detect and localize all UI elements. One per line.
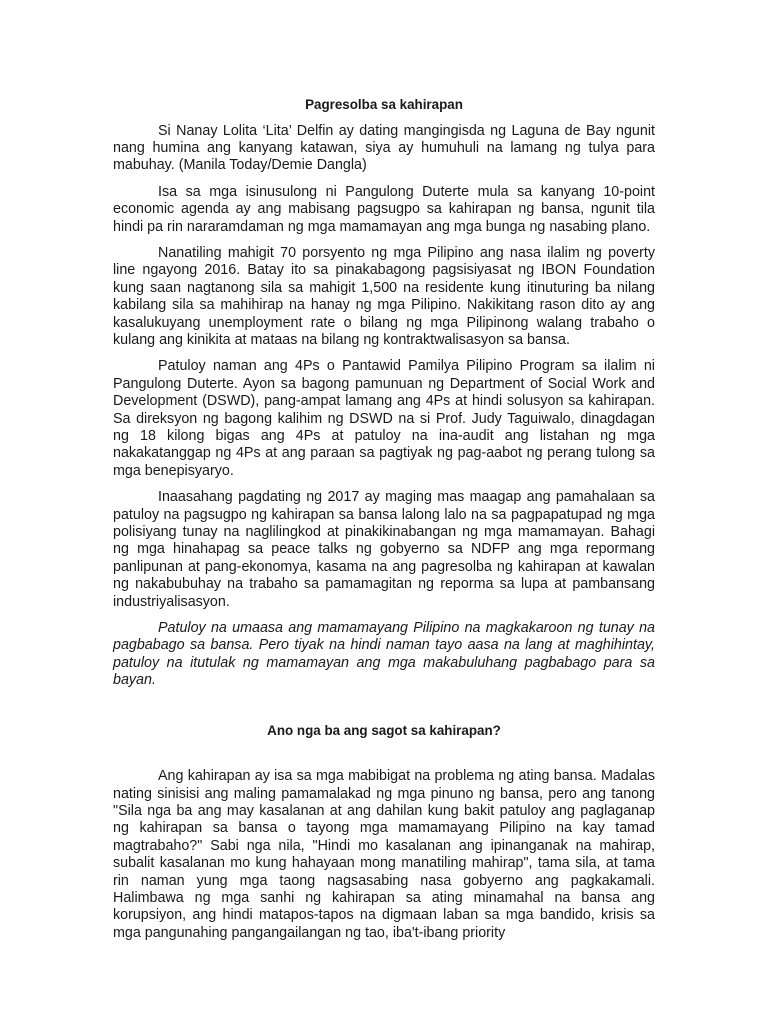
paragraph-1: Si Nanay Lolita ‘Lita’ Delfin ay dating mangingisda ng Laguna de Bay ngunit nang humina ang kanyang katawan, siya ay humuhuli na lamang ng tulya para mabuhay. (Manila Today/Demie Dangla)	[113, 122, 655, 174]
section-title-pagresolba: Pagresolba sa kahirapan	[305, 97, 463, 112]
paragraph-3: Nanatiling mahigit 70 porsyento ng mga Pilipino ang nasa ilalim ng poverty line ngayong 2016. Batay ito sa pinakabagong pagsisiyasat ng IBON Foundation kung saan nagtanong sila sa mahigit 1,500 na residente kung itinuturing ba nilang kabilang sila sa mahihirap na hanay ng mga Pilipino. Nakikitang rason dito ay ang kasalukuyang unemployment rate o bilang ng mga Pilipinong walang trabaho o kulang ang kinikita at mataas na bilang ng kontraktwalisasyon sa bansa.	[113, 244, 655, 348]
paragraph-section2: Ang kahirapan ay isa sa mga mabibigat na problema ng ating bansa. Madalas nating sinisisi ang maling pamamalakad ng mga pinuno ng bansa, pero ang tanong "Sila nga ba ang may kasalanan at ang dahilan kung bakit patuloy ang paglaganap ng kahirapan sa bansa o tayong mga mamamayang Pilipino na kay tamad magtrabaho?" Sabi nga nila, "Hindi mo kasalanan ang ipinanganak na mahirap, subalit kasalanan mo kung hahayaan mong manatiling mahirap", tama sila, at tama rin naman yung mga taong nagsasabing nasa gobyerno ang pagkakamali. Halimbawa ng mga sanhi ng kahirapan sa ating minamahal na bansa ang korupsiyon, ang hindi matapos-tapos na digmaan laban sa mga bandido, krisis sa mga pangunahing pangangailangan ng tao, iba't-ibang priority	[113, 768, 655, 941]
paragraph-5: Inaasahang pagdating ng 2017 ay maging mas maagap ang pamahalaan sa patuloy na pagsugpo ng kahirapan sa bansa lalong lalo na sa pagpapatupad ng mga polisiyang tunay na naglilingkod at pinakikinabangan ng mga mamamayan. Bahagi ng mga hinahapag sa peace talks ng gobyerno sa NDFP ang mga repormang panlipunan at pang-ekonomya, kasama na ang pagresolba ng kahirapan at kawalan ng nakabubuhay na trabaho sa pamamagitan ng reporma sa lupa at pambansang industriyalisasyon.	[113, 489, 655, 610]
paragraph-4: Patuloy naman ang 4Ps o Pantawid Pamilya Pilipino Program sa ilalim ni Pangulong Duterte. Ayon sa bagong pamunuan ng Department of Social Work and Development (DSWD), pang-ampat lamang ang 4Ps at hindi solusyon sa kahirapan. Sa direksyon ng bagong kalihim ng DSWD na si Prof. Judy Taguiwalo, dinagdagan ng 18 kilong bigas ang 4Ps at patuloy na ina-audit ang listahan ng mga nakakatanggap ng 4Ps at ang paraan sa pagtiyak ng pag-aabot ng perang tulong sa mga benepisyaryo.	[113, 358, 655, 479]
italic-paragraph: Patuloy na umaasa ang mamamayang Pilipino na magkakaroon ng tunay na pagbabago sa bansa. Pero tiyak na hindi naman tayo aasa na lang at maghihintay, patuloy na itutulak ng mamamayan ang mga makabuluhang pagbabago para sa bayan.	[113, 620, 655, 689]
document-page	[113, 96, 655, 951]
section-title-ano-nga-ba: Ano nga ba ang sagot sa kahirapan?	[267, 722, 501, 738]
paragraph-2: Isa sa mga isinusulong ni Pangulong Duterte mula sa kanyang 10-point economic agenda ay ang mabisang pagsugpo sa kahirapan ng bansa, ngunit tila hindi pa rin nararamdaman ng mga mamamayan ang mga bunga ng nasabing plano.	[113, 183, 655, 235]
